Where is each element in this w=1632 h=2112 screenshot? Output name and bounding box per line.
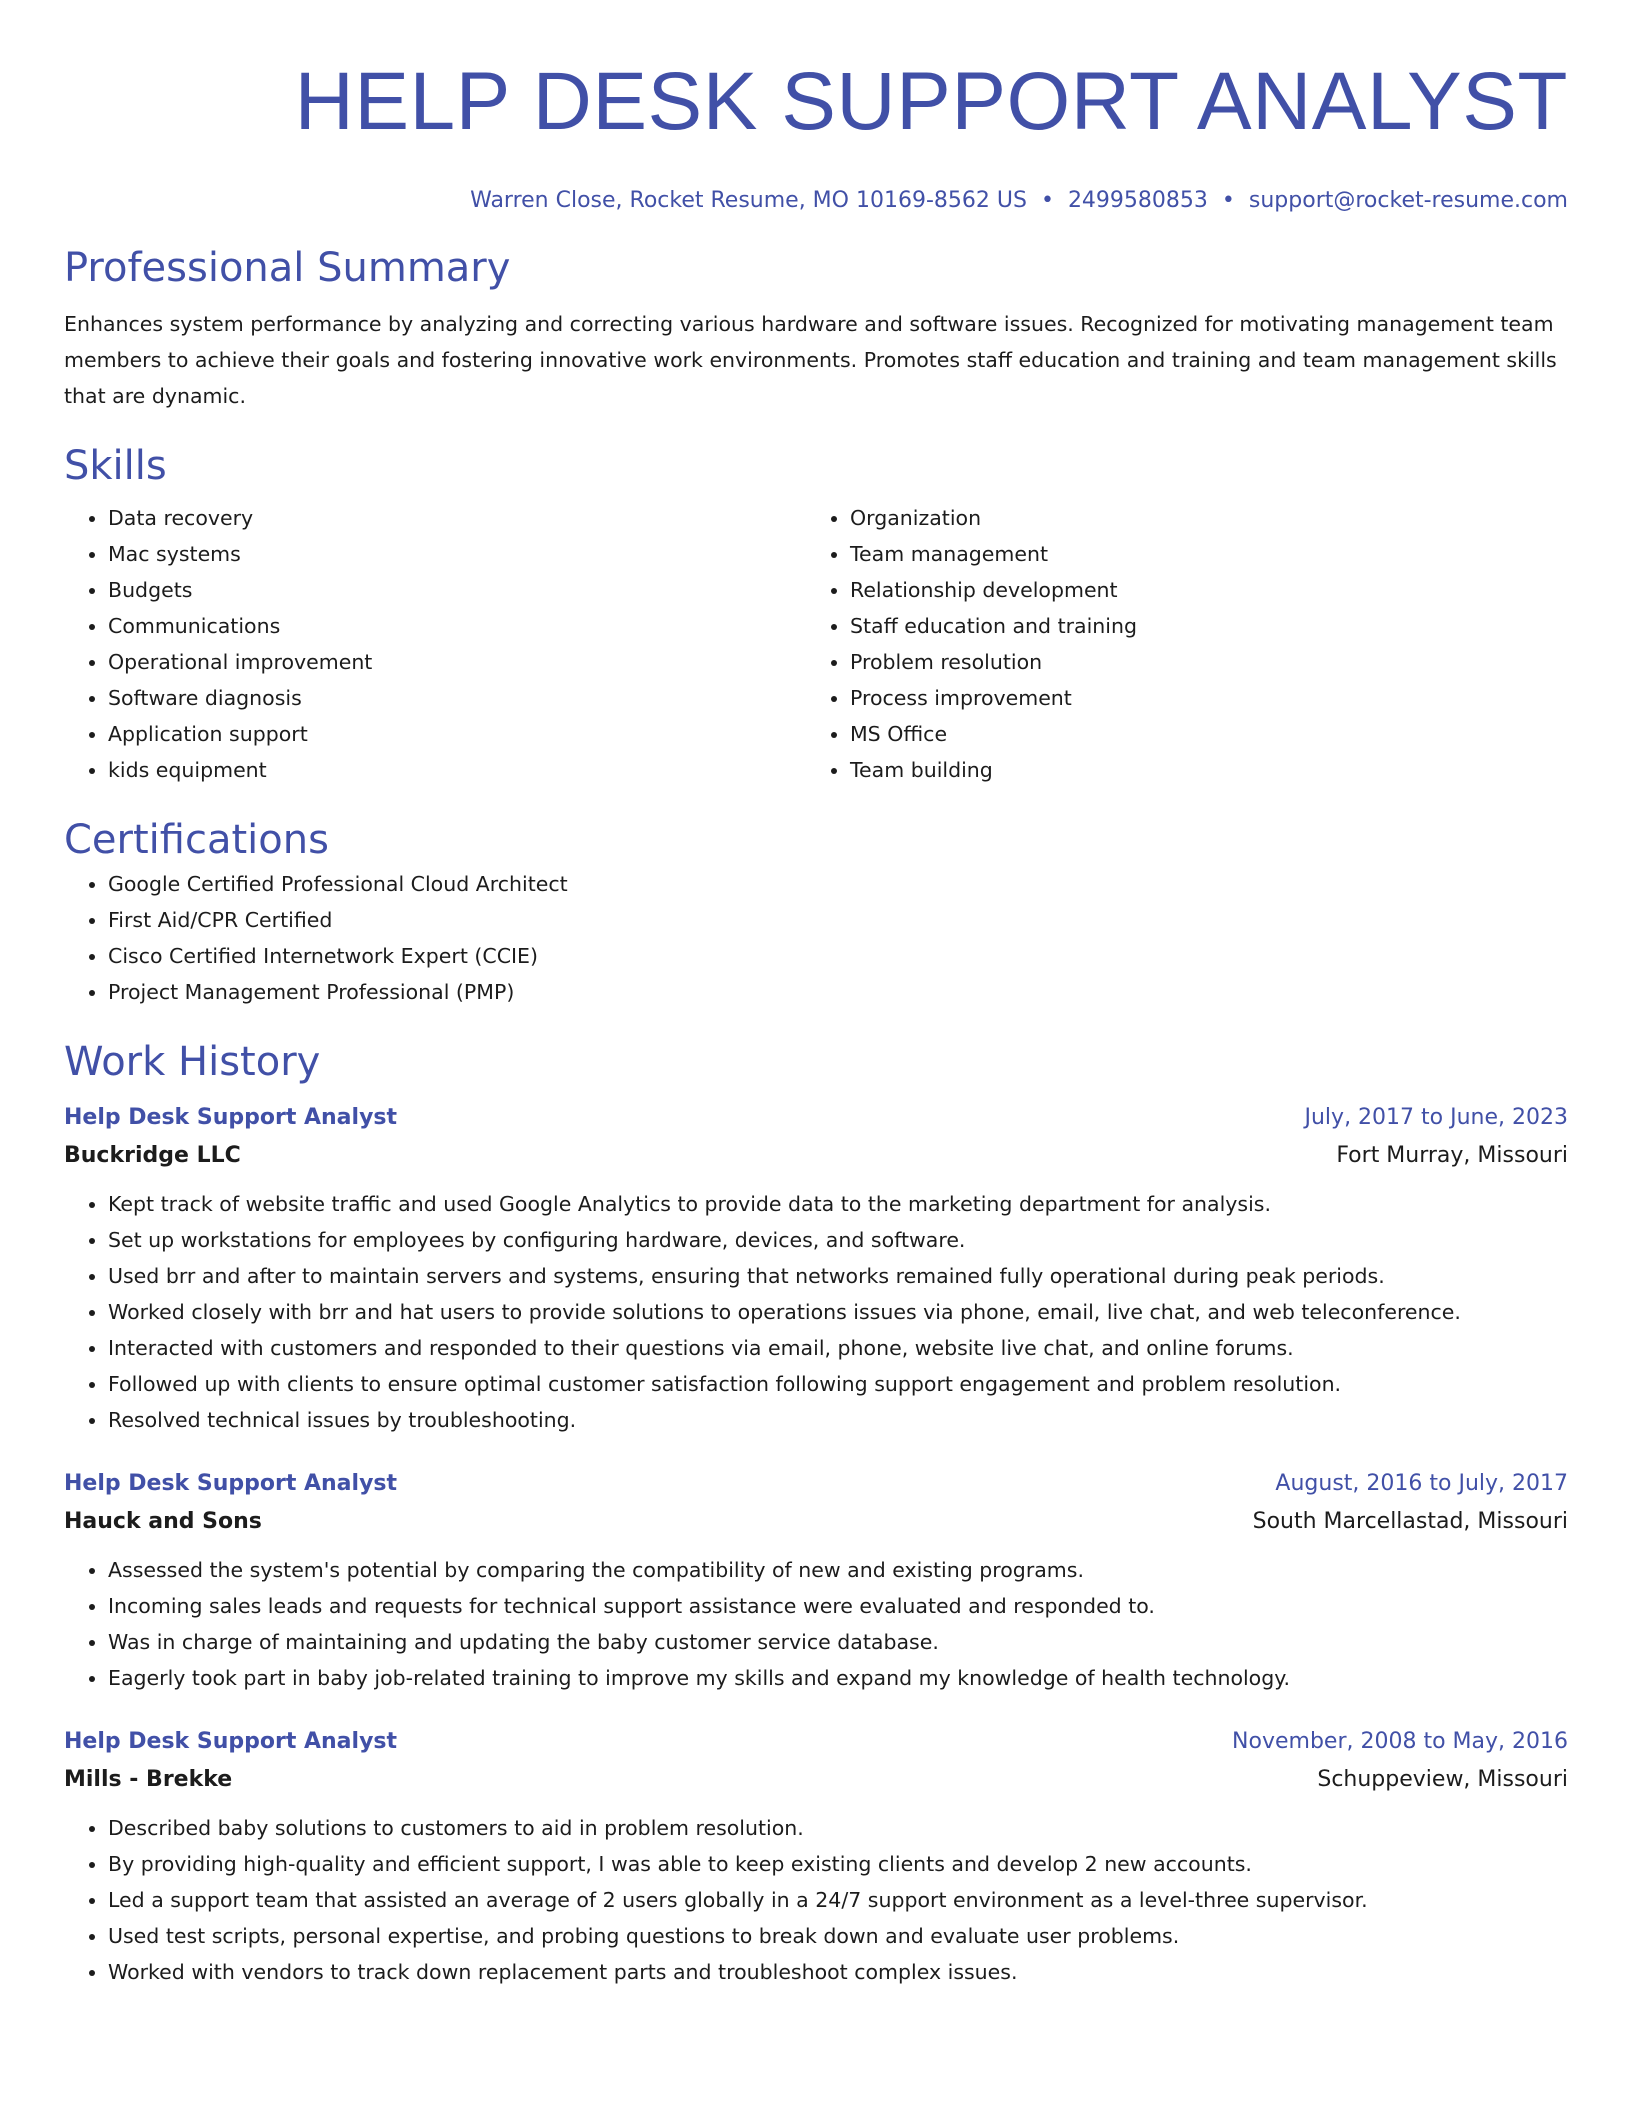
- contact-line: [64, 186, 1568, 216]
- job-entry: [64, 1466, 1568, 1696]
- job-bullet: • Set up workstations for employees by configuring hardware, devices, and software.: [108, 1222, 1568, 1258]
- skill-item: • Relationship development: [850, 572, 1548, 608]
- job-bullet: • Resolved technical issues by troubleshooting.: [108, 1402, 1568, 1438]
- job-company-row: [64, 1136, 1568, 1176]
- resume-header: [64, 52, 1568, 216]
- summary-heading: Professional Summary: [64, 245, 511, 291]
- job-bullet: • Used test scripts, personal expertise, and probing questions to break down and evaluate user problems.: [108, 1918, 1568, 1954]
- job-bullet: • Kept track of website traffic and used Google Analytics to provide data to the marketing department for analysis.: [108, 1186, 1568, 1222]
- certification-item: • Google Certified Professional Cloud Architect: [108, 866, 1568, 902]
- job-location: Fort Murray, Missouri: [1336, 1143, 1568, 1168]
- job-company: Hauck and Sons: [64, 1509, 262, 1534]
- job-company: Mills - Brekke: [64, 1767, 233, 1792]
- contact-email: support@rocket-resume.com: [1248, 188, 1568, 213]
- job-bullet: • Described baby solutions to customers to aid in problem resolution.: [108, 1810, 1568, 1846]
- job-bullet: • Used brr and after to maintain servers and systems, ensuring that networks remained fully operational during peak periods.: [108, 1258, 1568, 1294]
- skill-item: • Organization: [850, 500, 1548, 536]
- certifications-heading: Certifications: [64, 817, 329, 863]
- skills-heading: Skills: [64, 443, 167, 489]
- contact-phone: 2499580853: [1067, 188, 1208, 213]
- job-bullet: • Worked with vendors to track down replacement parts and troubleshoot complex issues.: [108, 1954, 1568, 1990]
- job-company-row: [64, 1760, 1568, 1800]
- job-title: Help Desk Support Analyst: [64, 1105, 398, 1130]
- job-title-row: [64, 1724, 1568, 1760]
- contact-separator: •: [1040, 188, 1054, 213]
- job-bullet: • Led a support team that assisted an average of 2 users globally in a 24/7 support environment as a level-three supervisor.: [108, 1882, 1568, 1918]
- skills-column-left: [64, 500, 806, 788]
- certification-item: • Cisco Certified Internetwork Expert (CCIE): [108, 938, 1568, 974]
- job-company: Buckridge LLC: [64, 1143, 241, 1168]
- resume-name: HELP DESK SUPPORT ANALYST: [294, 56, 1568, 147]
- skill-item: • kids equipment: [108, 752, 806, 788]
- skill-item: • Process improvement: [850, 680, 1548, 716]
- job-title: Help Desk Support Analyst: [64, 1729, 398, 1754]
- contact-address: Warren Close, Rocket Resume, MO 10169-8562 US: [470, 188, 1027, 213]
- job-bullet: • Incoming sales leads and requests for technical support assistance were evaluated and responded to.: [108, 1588, 1568, 1624]
- skill-item: • Communications: [108, 608, 806, 644]
- skill-item: • Data recovery: [108, 500, 806, 536]
- job-bullet: • Interacted with customers and responded to their questions via email, phone, website live chat, and online forums.: [108, 1330, 1568, 1366]
- job-dates: August, 2016 to July, 2017: [1275, 1471, 1568, 1496]
- job-title: Help Desk Support Analyst: [64, 1471, 398, 1496]
- skills-list-right: [806, 500, 1548, 788]
- job-bullet: • By providing high-quality and efficient support, I was able to keep existing clients and develop 2 new accounts.: [108, 1846, 1568, 1882]
- job-company-row: [64, 1502, 1568, 1542]
- job-bullet: • Assessed the system's potential by comparing the compatibility of new and existing programs.: [108, 1552, 1568, 1588]
- skill-item: • Staff education and training: [850, 608, 1548, 644]
- contact-separator: •: [1221, 188, 1235, 213]
- skills-grid: [64, 500, 1568, 788]
- skill-item: • MS Office: [850, 716, 1548, 752]
- skill-item: • Software diagnosis: [108, 680, 806, 716]
- skill-item: • Application support: [108, 716, 806, 752]
- job-title-row: [64, 1100, 1568, 1136]
- job-entry: [64, 1100, 1568, 1438]
- skill-item: • Team building: [850, 752, 1548, 788]
- job-dates: November, 2008 to May, 2016: [1232, 1729, 1568, 1754]
- certification-item: • Project Management Professional (PMP): [108, 974, 1568, 1010]
- skill-item: • Mac systems: [108, 536, 806, 572]
- skill-item: • Team management: [850, 536, 1548, 572]
- job-bullets: [64, 1810, 1568, 1990]
- job-entry: [64, 1724, 1568, 1990]
- job-bullet: • Worked closely with brr and hat users to provide solutions to operations issues via phone, email, live chat, and web teleconference.: [108, 1294, 1568, 1330]
- certification-item: • First Aid/CPR Certified: [108, 902, 1568, 938]
- job-bullet: • Followed up with clients to ensure optimal customer satisfaction following support engagement and problem resolution.: [108, 1366, 1568, 1402]
- job-bullets: [64, 1186, 1568, 1438]
- job-title-row: [64, 1466, 1568, 1502]
- job-dates: July, 2017 to June, 2023: [1304, 1105, 1568, 1130]
- certifications-list: [64, 866, 1568, 1010]
- skills-list-left: [64, 500, 806, 788]
- skill-item: • Problem resolution: [850, 644, 1548, 680]
- summary-text: Enhances system performance by analyzing and correcting various hardware and software issues. Recognized for motivating management team members to achieve their goals and fostering innovative work environments. Promotes staff education and training and team management skills that are dynamic.: [64, 312, 1557, 408]
- job-bullets: [64, 1552, 1568, 1696]
- job-location: South Marcellastad, Missouri: [1252, 1509, 1568, 1534]
- job-location: Schuppeview, Missouri: [1317, 1767, 1568, 1792]
- skills-column-right: [806, 500, 1548, 788]
- job-bullet: • Eagerly took part in baby job-related training to improve my skills and expand my knowledge of health technology.: [108, 1660, 1568, 1696]
- work-history-heading: Work History: [64, 1039, 321, 1085]
- skill-item: • Operational improvement: [108, 644, 806, 680]
- skill-item: • Budgets: [108, 572, 806, 608]
- job-bullet: • Was in charge of maintaining and updating the baby customer service database.: [108, 1624, 1568, 1660]
